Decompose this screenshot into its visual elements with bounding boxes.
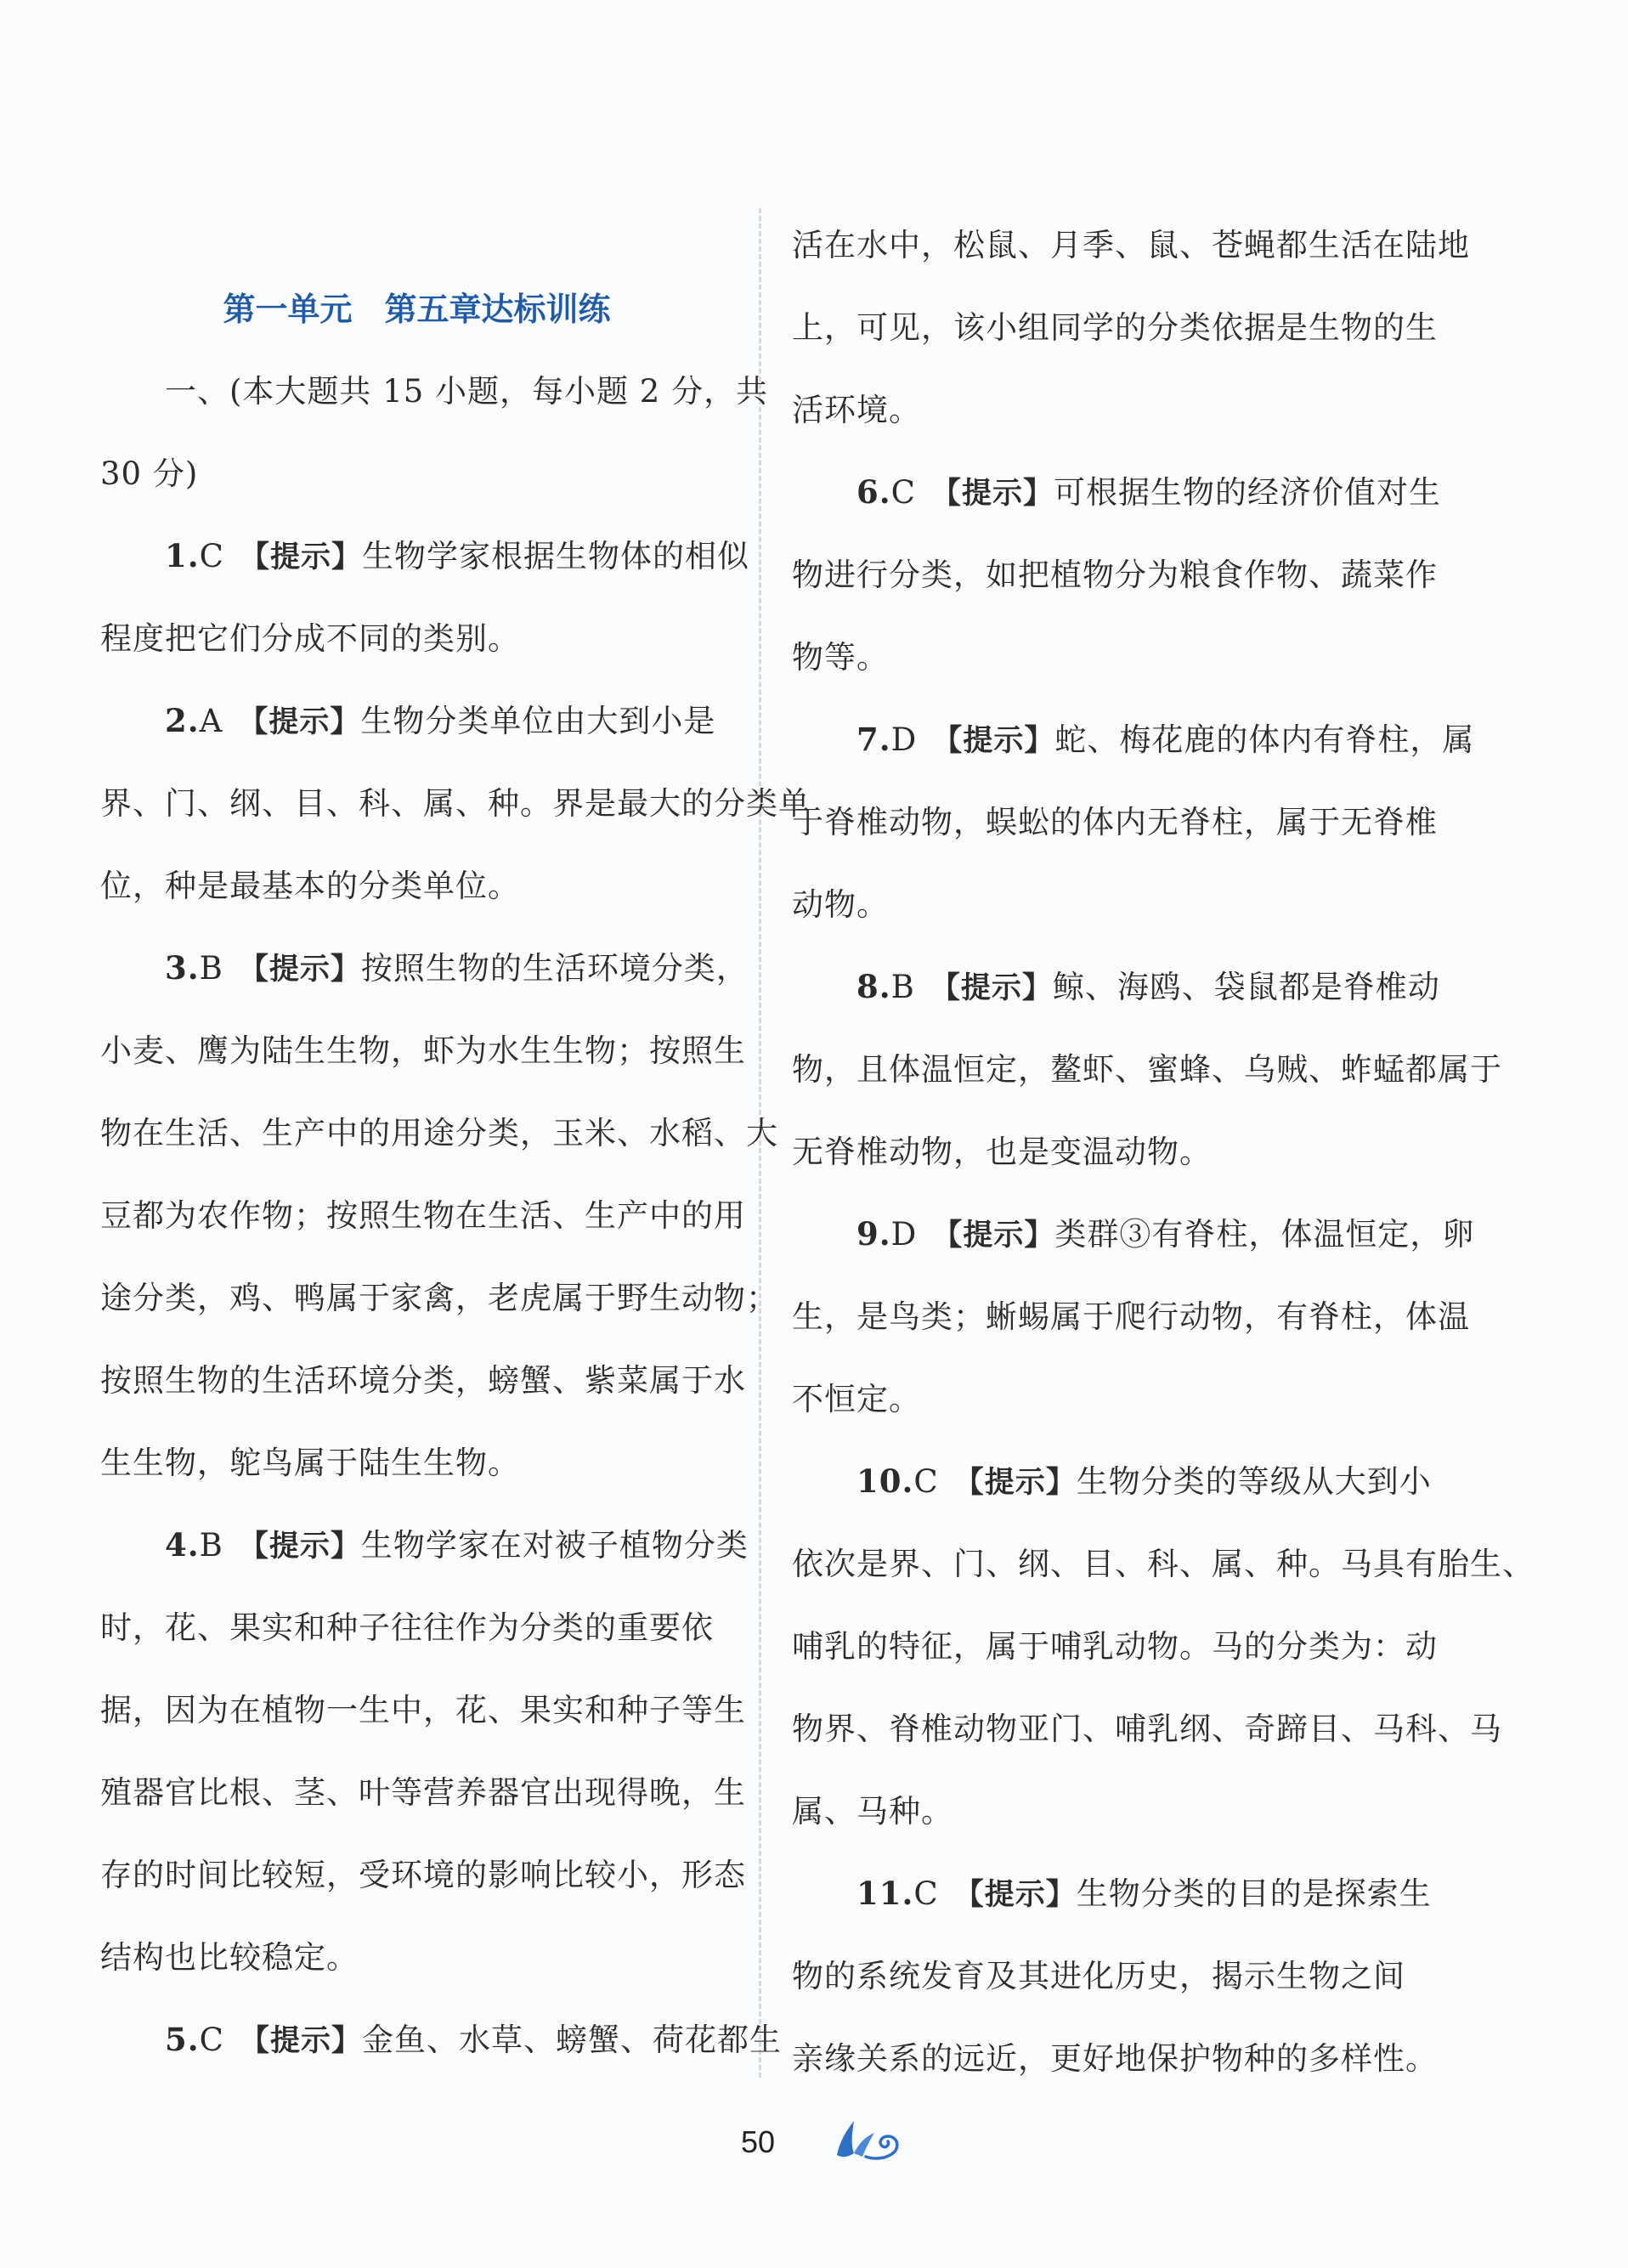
- hint-text: 哺乳的特征，属于哺乳动物。马的分类为：动: [792, 1628, 1438, 1665]
- answer-q7: [792, 698, 1475, 946]
- hint-text: 据，因为在植物一生中，花、果实和种子等生: [100, 1692, 746, 1728]
- answer-q5: [100, 1999, 782, 2081]
- hint-text: 生，是鸟类；蜥蜴属于爬行动物，有脊柱，体温: [792, 1298, 1470, 1335]
- hint-text: 无脊椎动物，也是变温动物。: [792, 1134, 1212, 1170]
- right-column: [792, 204, 1535, 2100]
- q-answer: D: [890, 721, 918, 758]
- hint-label: 【提示】: [239, 540, 362, 574]
- q-number: 5.: [165, 2021, 200, 2058]
- q-answer: D: [890, 1216, 918, 1253]
- hint-label: 【提示】: [932, 1219, 1055, 1253]
- q-answer: B: [890, 969, 915, 1005]
- answer-q8: [792, 946, 1502, 1193]
- hint-text: 生物学家根据生物体的相似: [361, 538, 749, 574]
- hint-text: 豆都为农作物；按照生物在生活、生产中的用: [100, 1197, 746, 1234]
- q-number: 4.: [165, 1526, 200, 1564]
- hint-text: 可根据生物的经济价值对生: [1053, 474, 1441, 511]
- hint-text: 途分类，鸡、鸭属于家禽，老虎属于野生动物；: [100, 1280, 778, 1316]
- hint-text: 活环境。: [792, 392, 921, 428]
- q-answer: C: [199, 2022, 224, 2058]
- q-number: 2.: [165, 702, 200, 739]
- swirl-leaf-icon: [828, 2114, 905, 2165]
- answer-q1: [100, 515, 749, 680]
- answer-q3: [100, 927, 778, 1504]
- hint-label: 【提示】: [238, 953, 361, 987]
- page-number: 50: [741, 2124, 776, 2159]
- q-answer: C: [199, 538, 224, 574]
- hint-label: 【提示】: [238, 1530, 361, 1564]
- hint-text: 生物分类单位由大到小是: [360, 703, 716, 739]
- hint-label: 【提示】: [930, 477, 1054, 511]
- hint-text: 动物。: [792, 886, 889, 923]
- hint-text: 时，花、果实和种子往往作为分类的重要依: [100, 1609, 714, 1646]
- hint-label: 【提示】: [238, 705, 361, 739]
- hint-text: 物界、脊椎动物亚门、哺乳纲、奇蹄目、马科、马: [792, 1711, 1502, 1747]
- hint-text: 生物分类的等级从大到小: [1076, 1463, 1432, 1500]
- q-answer: C: [913, 1463, 939, 1500]
- q-number: 10.: [856, 1462, 914, 1500]
- hint-label: 【提示】: [930, 971, 1053, 1005]
- hint-text: 按照生物的生活环境分类，: [360, 950, 749, 987]
- hint-text: 物的系统发育及其进化历史，揭示生物之间: [792, 1958, 1405, 1994]
- hint-text: 金鱼、水草、螃蟹、荷花都生: [361, 2022, 782, 2058]
- title-unit: 第一单元: [223, 290, 353, 328]
- answer-q6: [792, 451, 1441, 698]
- q-answer: B: [199, 1527, 223, 1564]
- hint-text: 小麦、鹰为陆生生物，虾为水生生物；按照生: [100, 1032, 746, 1069]
- hint-label: 【提示】: [239, 2024, 362, 2058]
- hint-text: 程度把它们分成不同的类别。: [100, 620, 520, 657]
- q-answer: C: [890, 474, 916, 511]
- q-number: 3.: [165, 949, 200, 987]
- hint-text: 生生物，鸵鸟属于陆生生物。: [100, 1445, 520, 1481]
- q-answer: B: [199, 950, 223, 987]
- answer-q10: [792, 1440, 1535, 1852]
- hint-text: 不恒定。: [792, 1381, 921, 1417]
- hint-text: 物等。: [792, 639, 889, 676]
- left-column: [100, 204, 811, 2081]
- hint-label: 【提示】: [932, 724, 1055, 758]
- hint-text: 生物学家在对被子植物分类: [360, 1527, 749, 1564]
- hint-text: 活在水中，松鼠、月季、鼠、苍蝇都生活在陆地: [792, 227, 1470, 263]
- answer-q11: [792, 1852, 1438, 2100]
- q-number: 6.: [856, 473, 891, 511]
- page-title: [100, 268, 733, 350]
- hint-label: 【提示】: [953, 1878, 1077, 1912]
- hint-text: 生物分类的目的是探索生: [1076, 1875, 1432, 1912]
- q-number: 1.: [165, 537, 200, 574]
- hint-text: 属、马种。: [792, 1793, 953, 1830]
- q-number: 9.: [856, 1215, 891, 1253]
- section-heading-line1: 一、(本大题共 15 小题，每小题 2 分，共: [165, 373, 769, 410]
- hint-text: 上，可见，该小组同学的分类依据是生物的生: [792, 309, 1438, 346]
- hint-label: 【提示】: [953, 1466, 1077, 1500]
- hint-text: 位，种是最基本的分类单位。: [100, 868, 520, 904]
- hint-text: 物，且体温恒定，鳌虾、蜜蜂、乌贼、蚱蜢都属于: [792, 1051, 1502, 1088]
- title-chapter: 第五章达标训练: [384, 290, 611, 328]
- q-number: 11.: [856, 1875, 914, 1912]
- hint-text: 界、门、纲、目、科、属、种。界是最大的分类单: [100, 785, 811, 822]
- answer-q4: [100, 1504, 749, 1999]
- hint-text: 类群③有脊柱，体温恒定，卵: [1054, 1216, 1475, 1253]
- answer-q2: [100, 680, 811, 927]
- hint-text: 于脊椎动物，蜈蚣的体内无脊柱，属于无脊椎: [792, 804, 1438, 840]
- q-number: 7.: [856, 721, 891, 758]
- q-number: 8.: [856, 968, 891, 1005]
- hint-text: 亲缘关系的远近，更好地保护物种的多样性。: [792, 2040, 1438, 2077]
- q-answer: C: [913, 1875, 939, 1912]
- hint-text: 物进行分类，如把植物分为粮食作物、蔬菜作: [792, 557, 1438, 593]
- hint-text: 按照生物的生活环境分类，螃蟹、紫菜属于水: [100, 1362, 746, 1399]
- hint-text: 结构也比较稳定。: [100, 1939, 359, 1976]
- hint-text: 殖器官比根、茎、叶等营养器官出现得晚，生: [100, 1774, 746, 1811]
- hint-text: 存的时间比较短，受环境的影响比较小，形态: [100, 1857, 746, 1893]
- hint-text: 蛇、梅花鹿的体内有脊柱，属: [1054, 721, 1475, 758]
- hint-text: 物在生活、生产中的用途分类，玉米、水稻、大: [100, 1115, 778, 1151]
- section-heading-line2: 30 分): [100, 455, 199, 492]
- answer-q9: [792, 1193, 1475, 1440]
- answer-q5-continued: [792, 204, 1470, 451]
- hint-text: 鲸、海鸥、袋鼠都是脊椎动: [1052, 969, 1440, 1005]
- q-answer: A: [199, 703, 223, 739]
- hint-text: 依次是界、门、纲、目、科、属、种。马具有胎生、: [792, 1546, 1535, 1582]
